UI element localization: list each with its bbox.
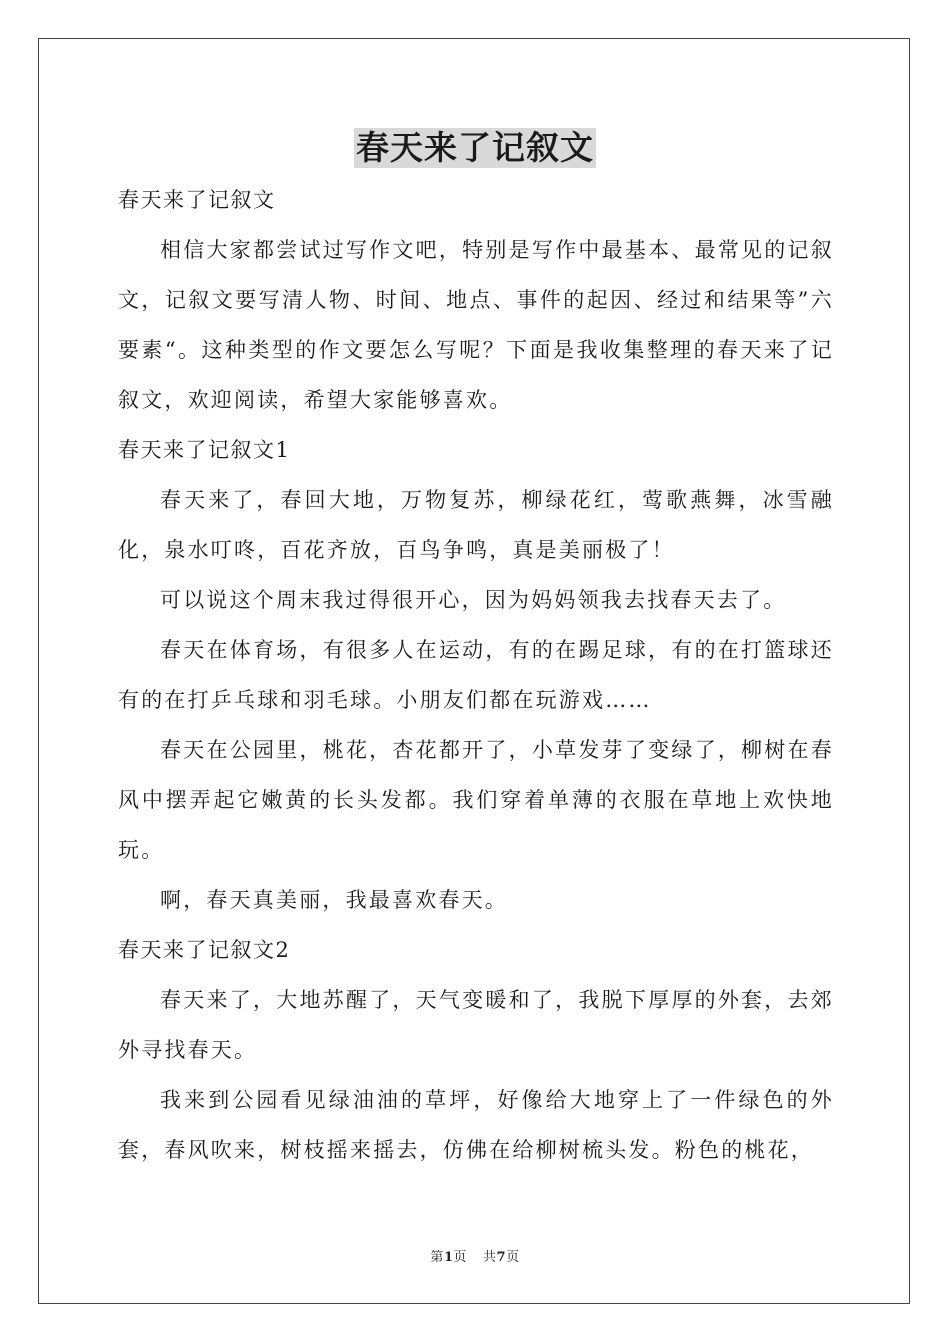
- page-suffix: 页: [453, 1250, 467, 1265]
- section-heading: 春天来了记叙文2: [118, 938, 291, 962]
- page-footer: [0, 1246, 950, 1265]
- paragraph: 可以说这个周末我过得很开心，因为妈妈领我去找春天去了。: [160, 588, 787, 612]
- section-heading: 春天来了记叙文1: [118, 438, 291, 462]
- page-number: [430, 1250, 467, 1265]
- paragraph: 春天在公园里，桃花，杏花都开了，小草发芽了变绿了，柳树在春风中摆弄起它嫩黄的长头发都。我们穿着单薄的衣服在草地上欢快地玩。: [118, 738, 834, 862]
- total-prefix: 共: [483, 1250, 497, 1265]
- current-page: 1: [443, 1250, 454, 1265]
- page-prefix: 第: [430, 1250, 444, 1265]
- paragraph: 春天来了，春回大地，万物复苏，柳绿花红，莺歌燕舞，冰雪融化，泉水叮咚，百花齐放，百鸟争鸣，真是美丽极了！: [118, 488, 834, 562]
- paragraph: 我来到公园看见绿油油的草坪，好像给大地穿上了一件绿色的外套，春风吹来，树枝摇来摇去，仿佛在给柳树梳头发。粉色的桃花，: [118, 1088, 834, 1162]
- total-suffix: 页: [506, 1250, 520, 1265]
- document-title: 春天来了记叙文: [356, 128, 594, 167]
- paragraph: 春天在体育场，有很多人在运动，有的在踢足球，有的在打篮球还有的在打乒乓球和羽毛球。小朋友们都在玩游戏……: [118, 638, 834, 712]
- intro-paragraph: 相信大家都尝试过写作文吧，特别是写作中最基本、最常见的记叙文，记叙文要写清人物、时间、地点、事件的起因、经过和结果等”六要素“。这种类型的作文要怎么写呢？下面是我收集整理的春天来了记叙文，欢迎阅读，希望大家能够喜欢。: [118, 238, 834, 412]
- paragraph: 啊，春天真美丽，我最喜欢春天。: [160, 888, 508, 912]
- paragraph: 春天来了，大地苏醒了，天气变暖和了，我脱下厚厚的外套，去郊外寻找春天。: [118, 988, 834, 1062]
- document-body: [118, 175, 834, 1175]
- title-container: [0, 128, 950, 168]
- page-total: [483, 1250, 520, 1265]
- intro-heading: 春天来了记叙文: [118, 188, 276, 212]
- total-pages: 7: [496, 1250, 507, 1265]
